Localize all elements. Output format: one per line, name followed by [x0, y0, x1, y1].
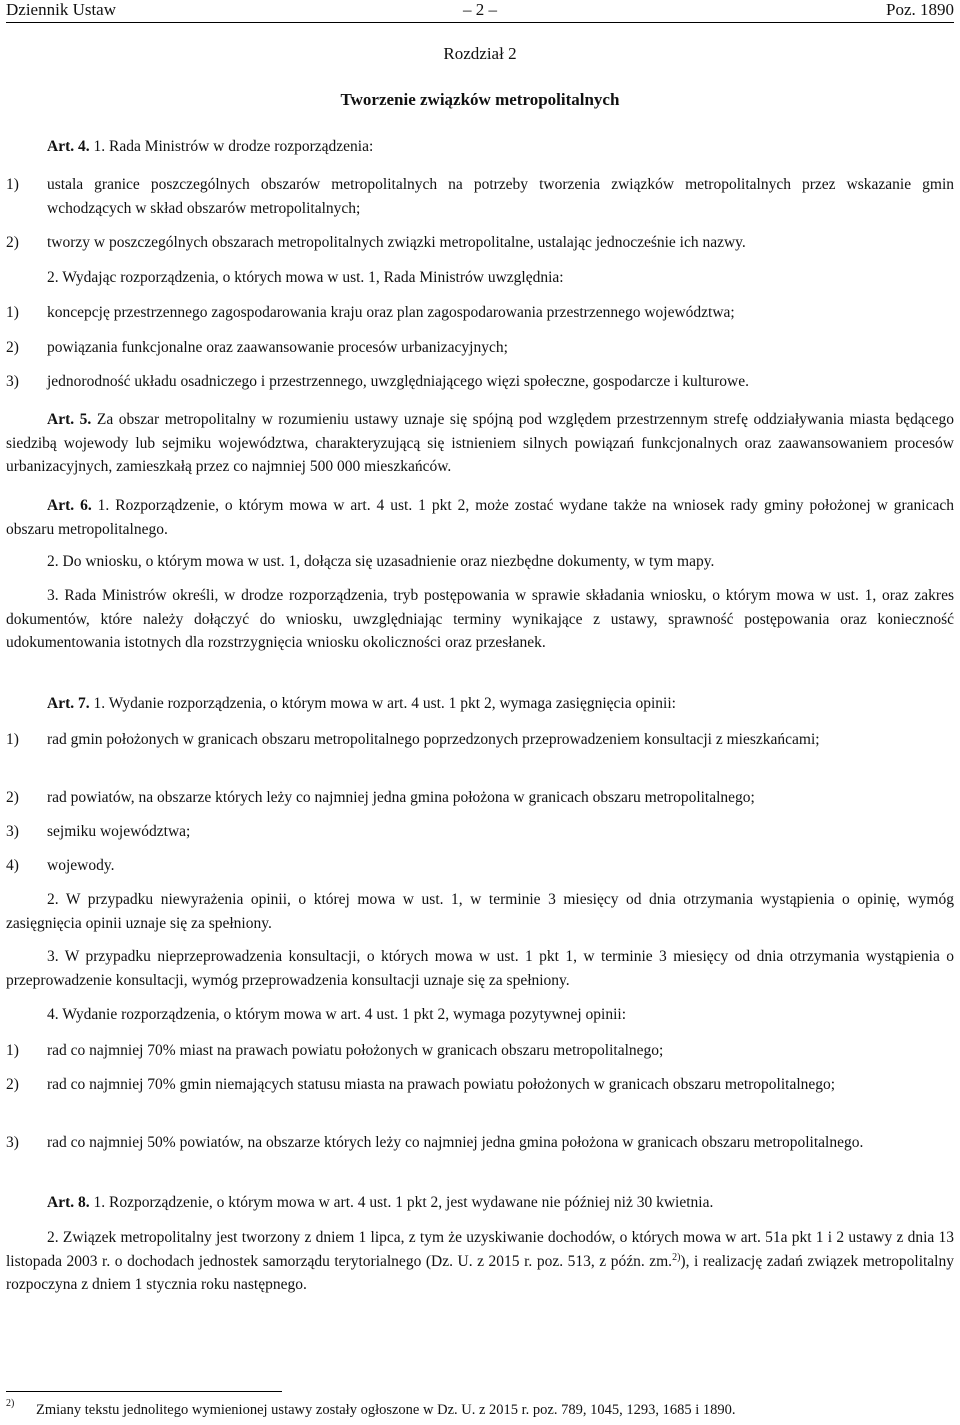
art4-label: Art. 4. [47, 138, 90, 155]
art5-text: Za obszar metropolitalny w rozumieniu ustawy uznaje się spójną pod względem przestrzennym strefę oddziaływania miasta będącego siedzibą wojewody lub sejmiku województwa, charakteryzującą się istnieniem silnych powiązań funkcjonalnych oraz zaawansowaniem procesów urbanizacyjnych, zamieszkałą przez co najmniej 500 000 mieszkańców. [6, 411, 954, 475]
art8-paragraph-2 [6, 1226, 954, 1297]
list-item [6, 336, 954, 360]
item-number: 1) [6, 304, 19, 321]
footnote-divider [6, 1391, 282, 1392]
item-number: 2) [6, 789, 19, 806]
item-text: rad co najmniej 70% miast na prawach powiatu położonych w granicach obszaru metropolitalnego; [47, 1042, 664, 1059]
item-number: 3) [6, 823, 19, 840]
item-number: 2) [6, 339, 19, 356]
art5-paragraph [6, 408, 954, 479]
chapter-title: Tworzenie związków metropolitalnych [340, 90, 620, 109]
list-item [6, 1073, 954, 1097]
footnote [6, 1400, 954, 1420]
art7-paragraph-1 [6, 692, 954, 716]
art4-paragraph-1 [6, 135, 954, 159]
item-text: koncepcję przestrzennego zagospodarowania kraju oraz plan zagospodarowania przestrzennego województwa; [47, 304, 735, 321]
item-text: tworzy w poszczególnych obszarach metropolitalnych związki metropolitalne, ustalając jednocześnie ich nazwy. [47, 234, 746, 251]
art6-paragraph-3: 3. Rada Ministrów określi, w drodze rozporządzenia, tryb postępowania w sprawie składania wniosku, o którym mowa w ust. 1, oraz zakres dokumentów, które należy dołączyć do wniosku, uwzględniając terminy wynikające z ustawy, sprawność postępowania oraz konieczność udokumentowania istotnych dla rozstrzygnięcia wniosku okoliczności oraz przesłanek. [6, 587, 954, 651]
item-text: sejmiku województwa; [47, 823, 191, 840]
list-item [6, 173, 954, 220]
item-number: 1) [6, 731, 19, 748]
art7-paragraph-4: 4. Wydanie rozporządzenia, o którym mowa w art. 4 ust. 1 pkt 2, wymaga pozytywnej opinii: [47, 1006, 627, 1023]
footnote-reference[interactable]: 2) [672, 1251, 681, 1263]
list-item [6, 370, 954, 394]
art8-p1-text: 1. Rozporządzenie, o którym mowa w art. 4 ust. 1 pkt 2, jest wydawane nie później niż 30 kwietnia. [89, 1194, 714, 1211]
item-text: rad co najmniej 70% gmin niemających statusu miasta na prawach powiatu położonych w granicach obszaru metropolitalnego; [47, 1076, 836, 1093]
list-item [6, 728, 954, 752]
art4-p1-intro: 1. Rada Ministrów w drodze rozporządzenia: [89, 138, 374, 155]
art8-label: Art. 8. [47, 1194, 90, 1211]
list-item [6, 1131, 954, 1155]
item-number: 1) [6, 176, 19, 193]
item-text: jednorodność układu osadniczego i przestrzennego, uwzględniającego więzi społeczne, gospodarcze i kulturowe. [47, 373, 749, 390]
chapter-number: Rozdział 2 [443, 44, 517, 63]
item-number: 2) [6, 234, 19, 251]
list-item [6, 854, 954, 878]
art6-p1-text: 1. Rozporządzenie, o którym mowa w art. 4 ust. 1 pkt 2, może zostać wydane także na wniosek rady gminy położonej w granicach obszaru metropolitalnego. [6, 497, 954, 538]
art7-paragraph-2: 2. W przypadku niewyrażenia opinii, o której mowa w ust. 1, w terminie 3 miesięcy od dnia otrzymania wystąpienia o opinię, wymóg zasięgnięcia opinii uznaje się za spełniony. [6, 891, 954, 932]
item-text: powiązania funkcjonalne oraz zaawansowanie procesów urbanizacyjnych; [47, 339, 508, 356]
list-item [6, 231, 954, 255]
art6-paragraph-2: 2. Do wniosku, o którym mowa w ust. 1, dołącza się uzasadnienie oraz niezbędne dokumenty, w tym mapy. [47, 553, 715, 570]
page-number: – 2 – [463, 0, 497, 19]
list-item [6, 301, 954, 325]
art6-label: Art. 6. [47, 497, 92, 514]
art8-paragraph-1 [6, 1191, 954, 1215]
item-text: rad gmin położonych w granicach obszaru metropolitalnego poprzedzonych przeprowadzeniem konsultacji z mieszkańcami; [47, 731, 820, 748]
art7-label: Art. 7. [47, 695, 90, 712]
item-text: rad co najmniej 50% powiatów, na obszarze których leży co najmniej jedna gmina położona w granicach obszaru metropolitalnego. [47, 1134, 864, 1151]
art7-paragraph-3: 3. W przypadku nieprzeprowadzenia konsultacji, o których mowa w ust. 1 pkt 1, w terminie 3 miesięcy od dnia otrzymania wystąpienia o przeprowadzenie konsultacji, wymóg przeprowadzenia konsultacji uznaje się za spełniony. [6, 948, 954, 989]
item-text: wojewody. [47, 857, 115, 874]
item-text: ustala granice poszczególnych obszarów metropolitalnych na potrzeby tworzenia związków metropolitalnych przez wskazanie gmin wchodzących w skład obszarów metropolitalnych; [47, 176, 954, 217]
item-number: 2) [6, 1076, 19, 1093]
art8-p2-text-a: 2. Związek metropolitalny jest tworzony z dniem 1 lipca, z tym że uzyskiwanie dochodów, o których mowa w art. 51a pkt 1 i 2 ustawy z dnia 13 listopada 2003 r. o dochodach jednostek samorządu terytorialnego (Dz. U. z 2015 r. poz. 513, z późn. zm. [6, 1229, 954, 1270]
position-number: Poz. 1890 [886, 0, 954, 19]
art5-label: Art. 5. [47, 411, 92, 428]
journal-name: Dziennik Ustaw [6, 0, 117, 19]
item-number: 4) [6, 857, 19, 874]
footnote-mark: 2) [6, 1398, 15, 1409]
art8-p2-text-b: ), i realizację zadań związek metropolitalny rozpoczyna z dniem 1 stycznia roku następnego. [6, 1252, 954, 1293]
footnote-text: Zmiany tekstu jednolitego wymienionej ustawy zostały ogłoszone w Dz. U. z 2015 r. poz. 789, 1045, 1293, 1685 i 1890. [36, 1402, 736, 1418]
item-number: 3) [6, 1134, 19, 1151]
page-header [6, 0, 954, 23]
list-item [6, 1039, 954, 1063]
item-number: 3) [6, 373, 19, 390]
art7-p1-intro: 1. Wydanie rozporządzenia, o którym mowa w art. 4 ust. 1 pkt 2, wymaga zasięgnięcia opinii: [89, 695, 676, 712]
list-item [6, 786, 954, 810]
item-number: 1) [6, 1042, 19, 1059]
list-item [6, 820, 954, 844]
art4-paragraph-2: 2. Wydając rozporządzenia, o których mowa w ust. 1, Rada Ministrów uwzględnia: [47, 269, 564, 286]
art6-paragraph-1 [6, 494, 954, 541]
item-text: rad powiatów, na obszarze których leży co najmniej jedna gmina położona w granicach obszaru metropolitalnego; [47, 789, 755, 806]
